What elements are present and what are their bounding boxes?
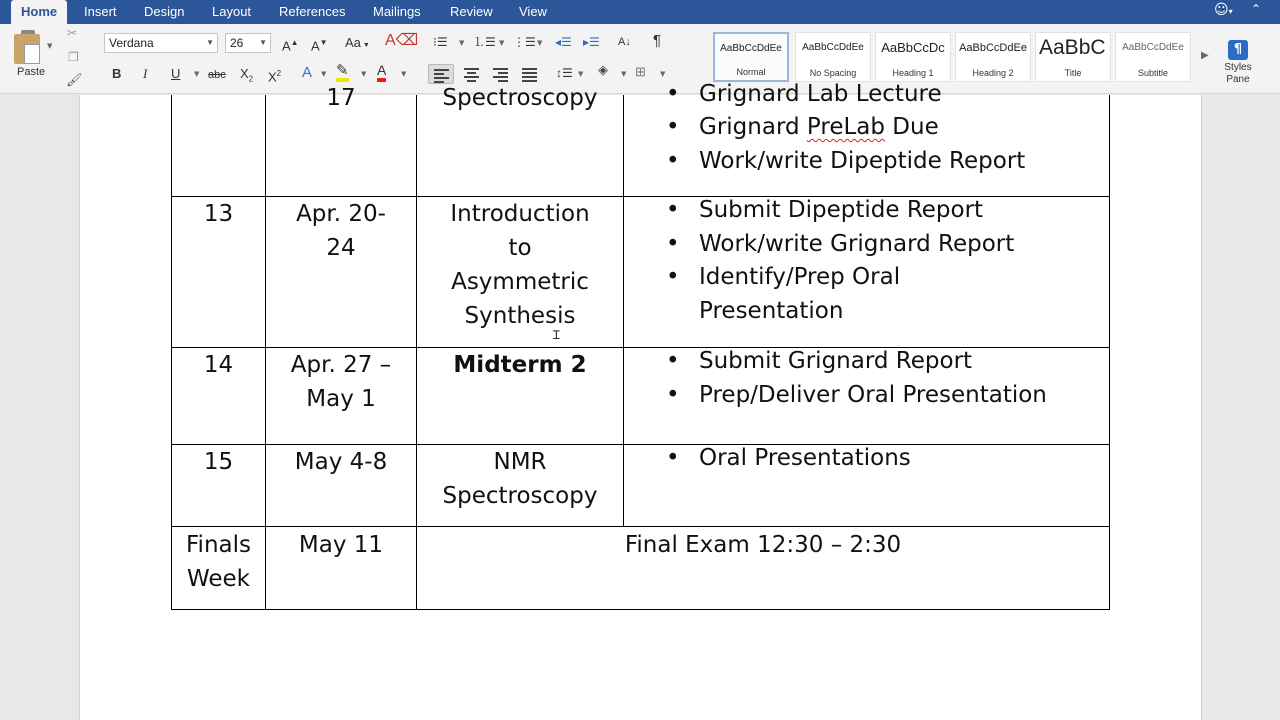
styles-gallery xyxy=(713,29,1197,85)
collapse-ribbon-icon[interactable]: ⌃ xyxy=(1251,2,1262,16)
ibeam-cursor-icon: Ɪ xyxy=(553,328,560,342)
chevron-down-icon[interactable]: ▼ xyxy=(321,70,327,78)
topic-line: to xyxy=(508,235,532,261)
smiley-feedback-icon[interactable]: ☺▾ xyxy=(1214,2,1233,18)
italic-icon[interactable]: I xyxy=(143,66,148,81)
style-preview: AaBbCcDdEe xyxy=(959,42,1027,54)
paste-icon[interactable] xyxy=(14,30,42,64)
final-exam-cell[interactable]: Final Exam 12:30 – 2:30 xyxy=(624,532,902,558)
date-cell[interactable]: 17 xyxy=(326,85,356,111)
tab-mailings[interactable]: Mailings xyxy=(373,4,421,19)
chevron-down-icon[interactable]: ▼ xyxy=(459,39,465,47)
list-item-text: Presentation xyxy=(699,298,844,324)
week-cell[interactable]: 15 xyxy=(203,449,234,475)
show-formatting-marks-icon[interactable]: ¶ xyxy=(653,32,662,49)
style-title[interactable] xyxy=(1035,32,1111,82)
table-border xyxy=(1109,95,1110,610)
date-cell[interactable]: May 11 xyxy=(298,532,384,558)
tab-design[interactable]: Design xyxy=(144,4,185,19)
topic-cell[interactable]: Spectroscopy xyxy=(442,85,598,111)
topic-line: Spectroscopy xyxy=(442,483,598,509)
chevron-down-icon[interactable]: ▼ xyxy=(361,70,367,78)
tab-layout[interactable]: Layout xyxy=(212,4,252,19)
list-item-text: Grignard Lab Lecture xyxy=(699,81,942,107)
text-effects-icon[interactable]: A xyxy=(302,64,313,81)
style-name: Heading 2 xyxy=(972,68,1014,78)
numbering-icon[interactable]: ⒈☰ xyxy=(473,35,496,49)
shading-icon[interactable]: ◈ xyxy=(598,62,608,77)
chevron-down-icon: ▼ xyxy=(259,38,267,47)
style-no-spacing[interactable] xyxy=(795,32,871,82)
date-line: 24 xyxy=(326,235,356,261)
document-area xyxy=(0,81,1280,720)
week-cell[interactable] xyxy=(172,528,265,596)
font-color-icon[interactable]: A xyxy=(377,62,386,82)
underline-icon[interactable]: U xyxy=(171,66,181,81)
table-border xyxy=(171,609,1110,610)
style-name: Normal xyxy=(736,67,766,77)
chevron-down-icon[interactable]: ▼ xyxy=(194,70,200,78)
date-cell[interactable] xyxy=(266,197,416,265)
highlight-icon[interactable]: ✎ xyxy=(336,64,349,82)
style-name: Subtitle xyxy=(1137,68,1169,78)
bullet-icon: • xyxy=(666,81,680,107)
decrease-indent-icon[interactable]: ◂☰ xyxy=(555,35,572,49)
date-line: Apr. 20- xyxy=(296,201,386,227)
paste-dropdown-caret[interactable]: ▼ xyxy=(47,42,53,50)
bullets-icon[interactable]: ⁝☰ xyxy=(433,35,448,49)
bullet-icon: • xyxy=(666,114,680,140)
week-line: Finals xyxy=(186,532,251,558)
borders-icon[interactable]: ⊞ xyxy=(635,64,646,79)
tab-references[interactable]: References xyxy=(279,4,346,19)
styles-pane-label: Styles Pane xyxy=(1224,62,1252,85)
tab-home[interactable]: Home xyxy=(11,0,67,24)
bullet-icon: • xyxy=(666,231,680,257)
topic-line: Midterm 2 xyxy=(453,352,587,378)
style-preview: AaBbC xyxy=(1039,36,1106,58)
style-preview: AaBbCcDc xyxy=(881,40,945,55)
grow-font-icon[interactable]: A▲ xyxy=(282,38,299,54)
week-line: Week xyxy=(186,566,250,592)
list-item-text: Identify/Prep Oral xyxy=(699,264,901,290)
week-cell[interactable]: 13 xyxy=(203,201,234,227)
format-painter-icon[interactable]: 🖌 xyxy=(66,72,83,87)
prelab-text: Grignard PreLab Due xyxy=(699,114,939,140)
tab-view[interactable]: View xyxy=(519,4,547,19)
multilevel-list-icon[interactable]: ⋮☰ xyxy=(513,35,536,49)
font-name-select[interactable] xyxy=(104,33,218,53)
list-item-text xyxy=(699,114,939,140)
paste-button-label[interactable]: Paste xyxy=(17,66,46,78)
style-name: No Spacing xyxy=(809,68,857,78)
style-heading-2[interactable] xyxy=(955,32,1031,82)
topic-line: NMR xyxy=(493,449,547,475)
superscript-icon[interactable]: $X^2$ xyxy=(268,69,282,85)
style-name: Heading 1 xyxy=(892,68,934,78)
list-item-text: Work/write Grignard Report xyxy=(699,231,1015,257)
font-name-value: Verdana xyxy=(109,36,154,50)
bullet-icon: • xyxy=(666,148,680,174)
styles-pane-icon: ¶ xyxy=(1228,40,1248,60)
chevron-down-icon[interactable]: ▼ xyxy=(660,70,666,78)
cut-icon[interactable]: ✂ xyxy=(67,26,78,40)
list-item-text: Submit Grignard Report xyxy=(699,348,973,374)
strikethrough-icon[interactable]: abc xyxy=(208,69,226,81)
chevron-down-icon: ▼ xyxy=(206,38,214,47)
styles-pane-button[interactable] xyxy=(1218,40,1258,86)
ribbon xyxy=(0,24,1280,94)
chevron-down-icon[interactable]: ▼ xyxy=(499,39,505,47)
copy-icon[interactable]: ❐ xyxy=(68,50,79,64)
bullet-icon: • xyxy=(666,348,680,374)
date-cell[interactable] xyxy=(266,348,416,416)
subscript-icon[interactable]: $X_2$ xyxy=(240,66,254,84)
date-cell[interactable] xyxy=(266,445,416,479)
table-border xyxy=(623,95,624,527)
tab-insert[interactable]: Insert xyxy=(84,4,117,19)
list-item-text: Prep/Deliver Oral Presentation xyxy=(699,382,1047,408)
style-preview: AaBbCcDdEe xyxy=(1122,42,1184,53)
line-spacing-icon[interactable]: ↕☰ xyxy=(556,66,573,80)
chevron-down-icon[interactable]: ▼ xyxy=(621,70,627,78)
topic-cell[interactable] xyxy=(417,197,623,333)
bold-icon[interactable]: B xyxy=(112,66,122,81)
style-normal[interactable] xyxy=(713,32,789,82)
style-preview: AaBbCcDdEe xyxy=(802,42,864,53)
chevron-down-icon[interactable]: ▼ xyxy=(401,70,407,78)
week-cell[interactable]: 14 xyxy=(203,352,234,378)
chevron-down-icon[interactable]: ▼ xyxy=(578,70,584,78)
style-heading-1[interactable] xyxy=(875,32,951,82)
tab-review[interactable]: Review xyxy=(450,4,493,19)
topic-line: Asymmetric xyxy=(451,269,589,295)
chevron-down-icon[interactable]: ▼ xyxy=(537,39,543,47)
shrink-font-icon[interactable]: A▼ xyxy=(311,38,328,54)
topic-cell[interactable] xyxy=(417,348,623,382)
schedule-table xyxy=(0,81,1280,720)
clear-formatting-icon[interactable]: A⌫ xyxy=(385,32,419,49)
topic-line: Introduction xyxy=(450,201,590,227)
change-case-icon[interactable]: Aa ▼ xyxy=(345,35,370,50)
bullet-icon: • xyxy=(666,264,680,290)
sort-icon[interactable]: A↓ xyxy=(618,36,631,48)
ribbon-tab-bar xyxy=(0,0,1280,24)
style-name: Title xyxy=(1064,68,1082,78)
spelling-error-word[interactable]: PreLab xyxy=(806,114,885,140)
gallery-more-arrow-icon[interactable]: ▶ xyxy=(1201,50,1209,61)
increase-indent-icon[interactable]: ▸☰ xyxy=(583,35,600,49)
list-item-text: Oral Presentations xyxy=(699,445,911,471)
bullet-icon: • xyxy=(666,382,680,408)
list-item-text: Submit Dipeptide Report xyxy=(699,197,984,223)
date-line: Apr. 27 – xyxy=(290,352,392,378)
style-subtitle[interactable] xyxy=(1115,32,1191,82)
font-size-select[interactable] xyxy=(225,33,271,53)
style-preview: AaBbCcDdEe xyxy=(720,43,782,54)
topic-cell[interactable] xyxy=(417,445,623,513)
date-line: May 1 xyxy=(306,386,376,412)
date-line: May 4-8 xyxy=(294,449,388,475)
bullet-icon: • xyxy=(666,197,680,223)
bullet-icon: • xyxy=(666,445,680,471)
topic-line: Synthesis xyxy=(464,303,576,329)
list-item-text: Work/write Dipeptide Report xyxy=(699,148,1026,174)
font-size-value: 26 xyxy=(230,36,244,50)
table-border xyxy=(171,526,1110,527)
